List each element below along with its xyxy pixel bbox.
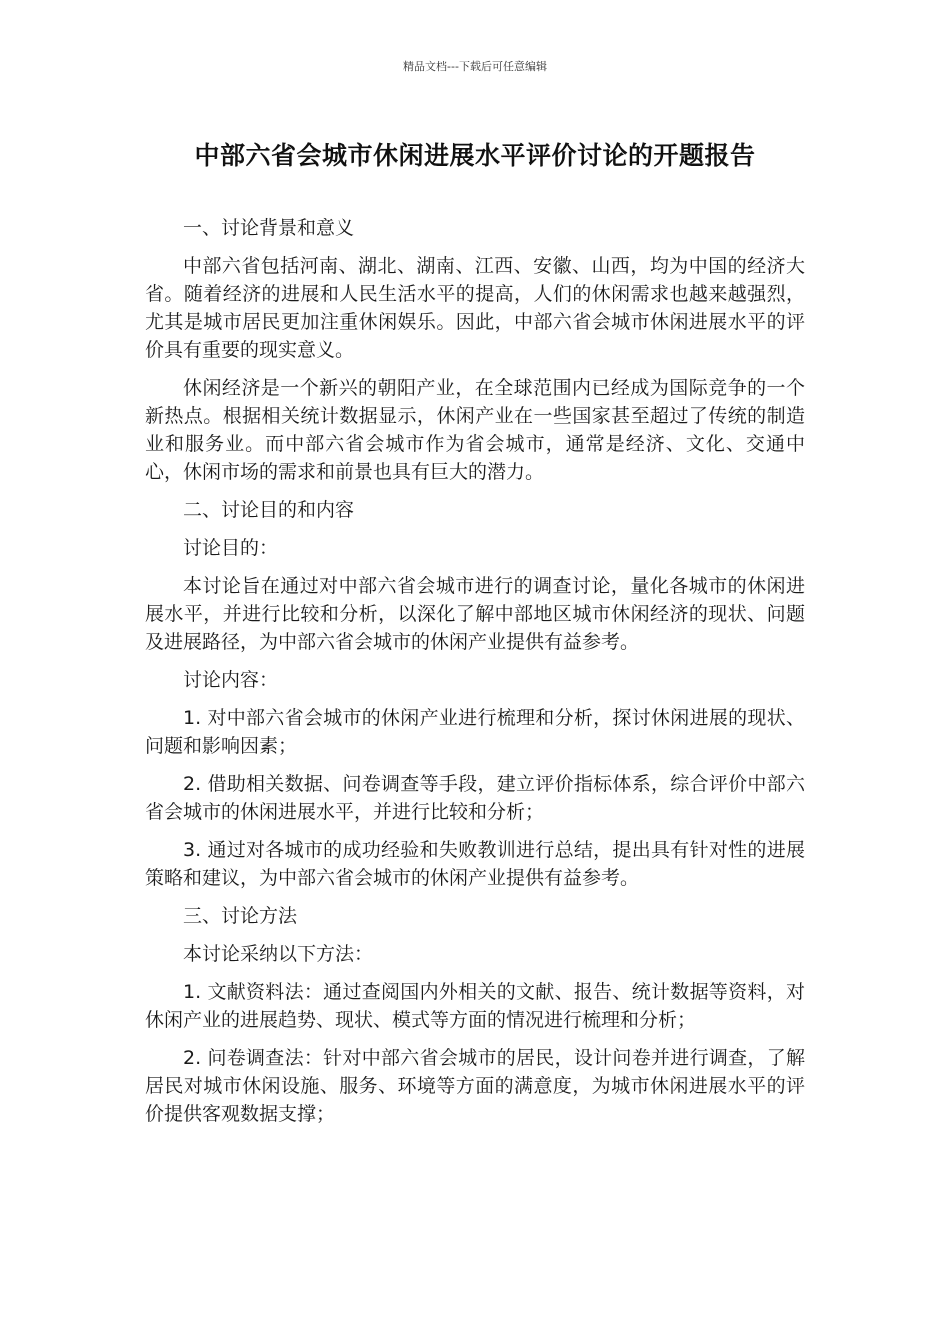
list-item: 2. 问卷调查法：针对中部六省会城市的居民，设计问卷并进行调查，了解居民对城市休闲设施、服务、环境等方面的满意度，为城市休闲进展水平的评价提供客观数据支撑； bbox=[145, 1047, 805, 1125]
document-title: 中部六省会城市休闲进展水平评价讨论的开题报告 bbox=[194, 141, 756, 170]
paragraph: 中部六省包括河南、湖北、湖南、江西、安徽、山西，均为中国的经济大省。随着经济的进展和人民生活水平的提高，人们的休闲需求也越来越强烈，尤其是城市居民更加注重休闲娱乐。因此，中部六省会城市休闲进展水平的评价具有重要的现实意义。 bbox=[145, 255, 805, 361]
list-item: 1. 对中部六省会城市的休闲产业进行梳理和分析，探讨休闲进展的现状、问题和影响因素； bbox=[145, 707, 805, 757]
section-heading-purpose: 二、讨论目的和内容 bbox=[183, 499, 355, 521]
subheading-purpose: 讨论目的： bbox=[183, 537, 279, 559]
subheading-content: 讨论内容： bbox=[183, 669, 279, 691]
list-item: 2. 借助相关数据、问卷调查等手段，建立评价指标体系，综合评价中部六省会城市的休闲进展水平，并进行比较和分析； bbox=[145, 773, 805, 823]
list-item: 3. 通过对各城市的成功经验和失败教训进行总结，提出具有针对性的进展策略和建议，为中部六省会城市的休闲产业提供有益参考。 bbox=[145, 839, 805, 889]
paragraph: 本讨论采纳以下方法： bbox=[183, 943, 374, 965]
list-item: 1. 文献资料法：通过查阅国内外相关的文献、报告、统计数据等资料，对休闲产业的进展趋势、现状、模式等方面的情况进行梳理和分析； bbox=[145, 981, 805, 1031]
page-header: 精品文档---下载后可任意编辑 bbox=[403, 60, 547, 73]
section-heading-background: 一、讨论背景和意义 bbox=[183, 217, 355, 239]
section-heading-methods: 三、讨论方法 bbox=[183, 905, 298, 927]
paragraph: 本讨论旨在通过对中部六省会城市进行的调查讨论，量化各城市的休闲进展水平，并进行比较和分析，以深化了解中部地区城市休闲经济的现状、问题及进展路径，为中部六省会城市的休闲产业提供有益参考。 bbox=[145, 575, 805, 653]
paragraph: 休闲经济是一个新兴的朝阳产业，在全球范围内已经成为国际竞争的一个新热点。根据相关统计数据显示，休闲产业在一些国家甚至超过了传统的制造业和服务业。而中部六省会城市作为省会城市，通常是经济、文化、交通中心，休闲市场的需求和前景也具有巨大的潜力。 bbox=[145, 377, 805, 483]
document-body bbox=[145, 214, 805, 1138]
